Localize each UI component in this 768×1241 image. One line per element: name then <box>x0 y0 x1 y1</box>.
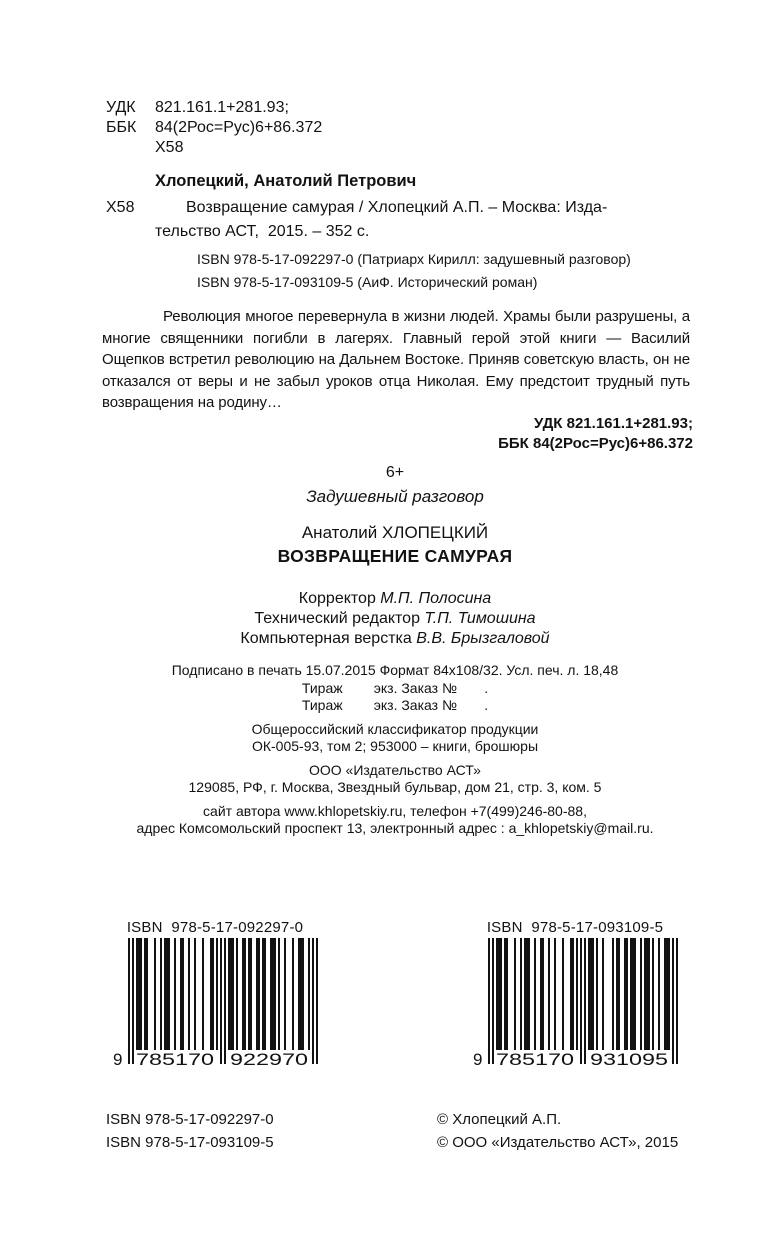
entry-code: Х58 <box>106 199 135 216</box>
publisher-group <box>103 762 687 797</box>
series-title: Задушевный разговор <box>306 487 484 506</box>
tirazh-line-1: Тираж экз. Заказ № . <box>301 679 489 696</box>
svg-text:9: 9 <box>473 1050 483 1068</box>
book-title: ВОЗВРАЩЕНИЕ САМУРАЯ <box>277 546 513 566</box>
contact-group <box>103 803 687 838</box>
bbk-label: ББК <box>106 119 137 136</box>
age-rating-badge: 6+ <box>385 464 405 481</box>
author-code-spacer <box>106 138 155 158</box>
catalog-isbn-2: ISBN 978-5-17-093109-5 (АиФ. Исторический роман) <box>197 274 538 290</box>
udk-label: УДК <box>106 99 136 116</box>
svg-text:9: 9 <box>113 1050 123 1068</box>
svg-text:785170: 785170 <box>136 1050 214 1068</box>
credit-corrector <box>103 589 687 609</box>
credit-role: Технический редактор <box>254 610 425 627</box>
author-code-row <box>106 138 631 158</box>
barcode-block-1 <box>112 919 318 1068</box>
author-email-line: адрес Комсомольский проспект 13, электронный адрес : a_khlopetskiy@mail.ru. <box>136 820 654 836</box>
credit-layout <box>103 629 687 649</box>
book-author: Анатолий ХЛОПЕЦКИЙ <box>301 523 489 542</box>
footer-isbn-1: ISBN 978-5-17-092297-0 <box>106 1111 274 1128</box>
catalog-entry-line1: Возвращение самурая / Хлопецкий А.П. – Москва: Изда- <box>186 199 608 216</box>
catalog-isbn-1: ISBN 978-5-17-092297-0 (Патриарх Кирилл: задушевный разговор) <box>197 251 631 267</box>
print-run-group <box>103 662 687 715</box>
publisher-address: 129085, РФ, г. Москва, Звездный бульвар, дом 21, стр. 3, ком. 5 <box>188 779 602 795</box>
credit-name: М.П. Полосина <box>380 590 492 607</box>
credit-name: В.В. Брызгаловой <box>416 630 550 647</box>
udk-row <box>106 98 631 118</box>
ean13-barcode <box>112 938 318 1068</box>
barcode-block-2 <box>472 919 678 1068</box>
footer-isbn-2: ISBN 978-5-17-093109-5 <box>106 1134 274 1151</box>
annotation-paragraph: Революция многое перевернула в жизни людей. Храмы были разрушены, а многие священники погибли в лагерях. Главный герой этой книги — Василий Ощепков встретил революцию на Дальнем Востоке. Приняв советскую власть, он не отказался от веры и не забыл уроков отца Николая. Ему предстоит трудный путь возвращения на родину… <box>102 308 690 411</box>
author-code: Х58 <box>155 139 184 156</box>
copyright-publisher: © ООО «Издательство АСТ», 2015 <box>437 1134 679 1151</box>
credit-role: Корректор <box>298 590 381 607</box>
publisher-name: ООО «Издательство АСТ» <box>309 761 481 778</box>
credit-name: Т.П. Тимошина <box>424 610 536 627</box>
footer-copyright-block <box>437 1108 678 1154</box>
author-site-line: сайт автора www.khlopetskiy.ru, телефон +7(499)246-80-88, <box>203 802 587 819</box>
tirazh-line-2: Тираж экз. Заказ № . <box>301 697 489 713</box>
udk-value: 821.161.1+281.93; <box>155 99 289 116</box>
bbk-value: 84(2Рос=Рус)6+86.372 <box>155 119 323 136</box>
bbk-right: ББК 84(2Рос=Рус)6+86.372 <box>498 434 693 452</box>
barcode-isbn-label: ISBN 978-5-17-092297-0 <box>126 919 304 936</box>
svg-text:922970: 922970 <box>230 1050 308 1068</box>
edition-block <box>103 464 687 649</box>
catalog-block <box>106 98 631 294</box>
imprint-block <box>103 662 687 844</box>
codes-right-block <box>498 414 693 453</box>
bbk-row <box>106 118 631 138</box>
svg-text:931095: 931095 <box>590 1050 668 1068</box>
catalog-entry-row <box>106 196 631 220</box>
footer-isbn-block <box>106 1108 274 1154</box>
print-date-line: Подписано в печать 15.07.2015 Формат 84х108/32. Усл. печ. л. 18,48 <box>171 662 619 678</box>
svg-text:785170: 785170 <box>496 1050 574 1068</box>
ean13-barcode <box>472 938 678 1068</box>
catalog-author-heading: Хлопецкий, Анатолий Петрович <box>155 172 417 190</box>
copyright-author: © Хлопецкий А.П. <box>437 1111 562 1128</box>
barcode-isbn-label: ISBN 978-5-17-093109-5 <box>486 919 664 936</box>
classifier-line-2: ОК-005-93, том 2; 953000 – книги, брошюры <box>251 738 539 754</box>
classifier-line-1: Общероссийский классификатор продукции <box>251 720 539 737</box>
catalog-entry-line2: тельство АСТ, 2015. – 352 с. <box>155 223 370 240</box>
udk-right: УДК 821.161.1+281.93; <box>534 415 693 432</box>
classifier-group <box>103 721 687 756</box>
credit-tech-editor <box>103 609 687 629</box>
credit-role: Компьютерная верстка <box>240 630 417 647</box>
